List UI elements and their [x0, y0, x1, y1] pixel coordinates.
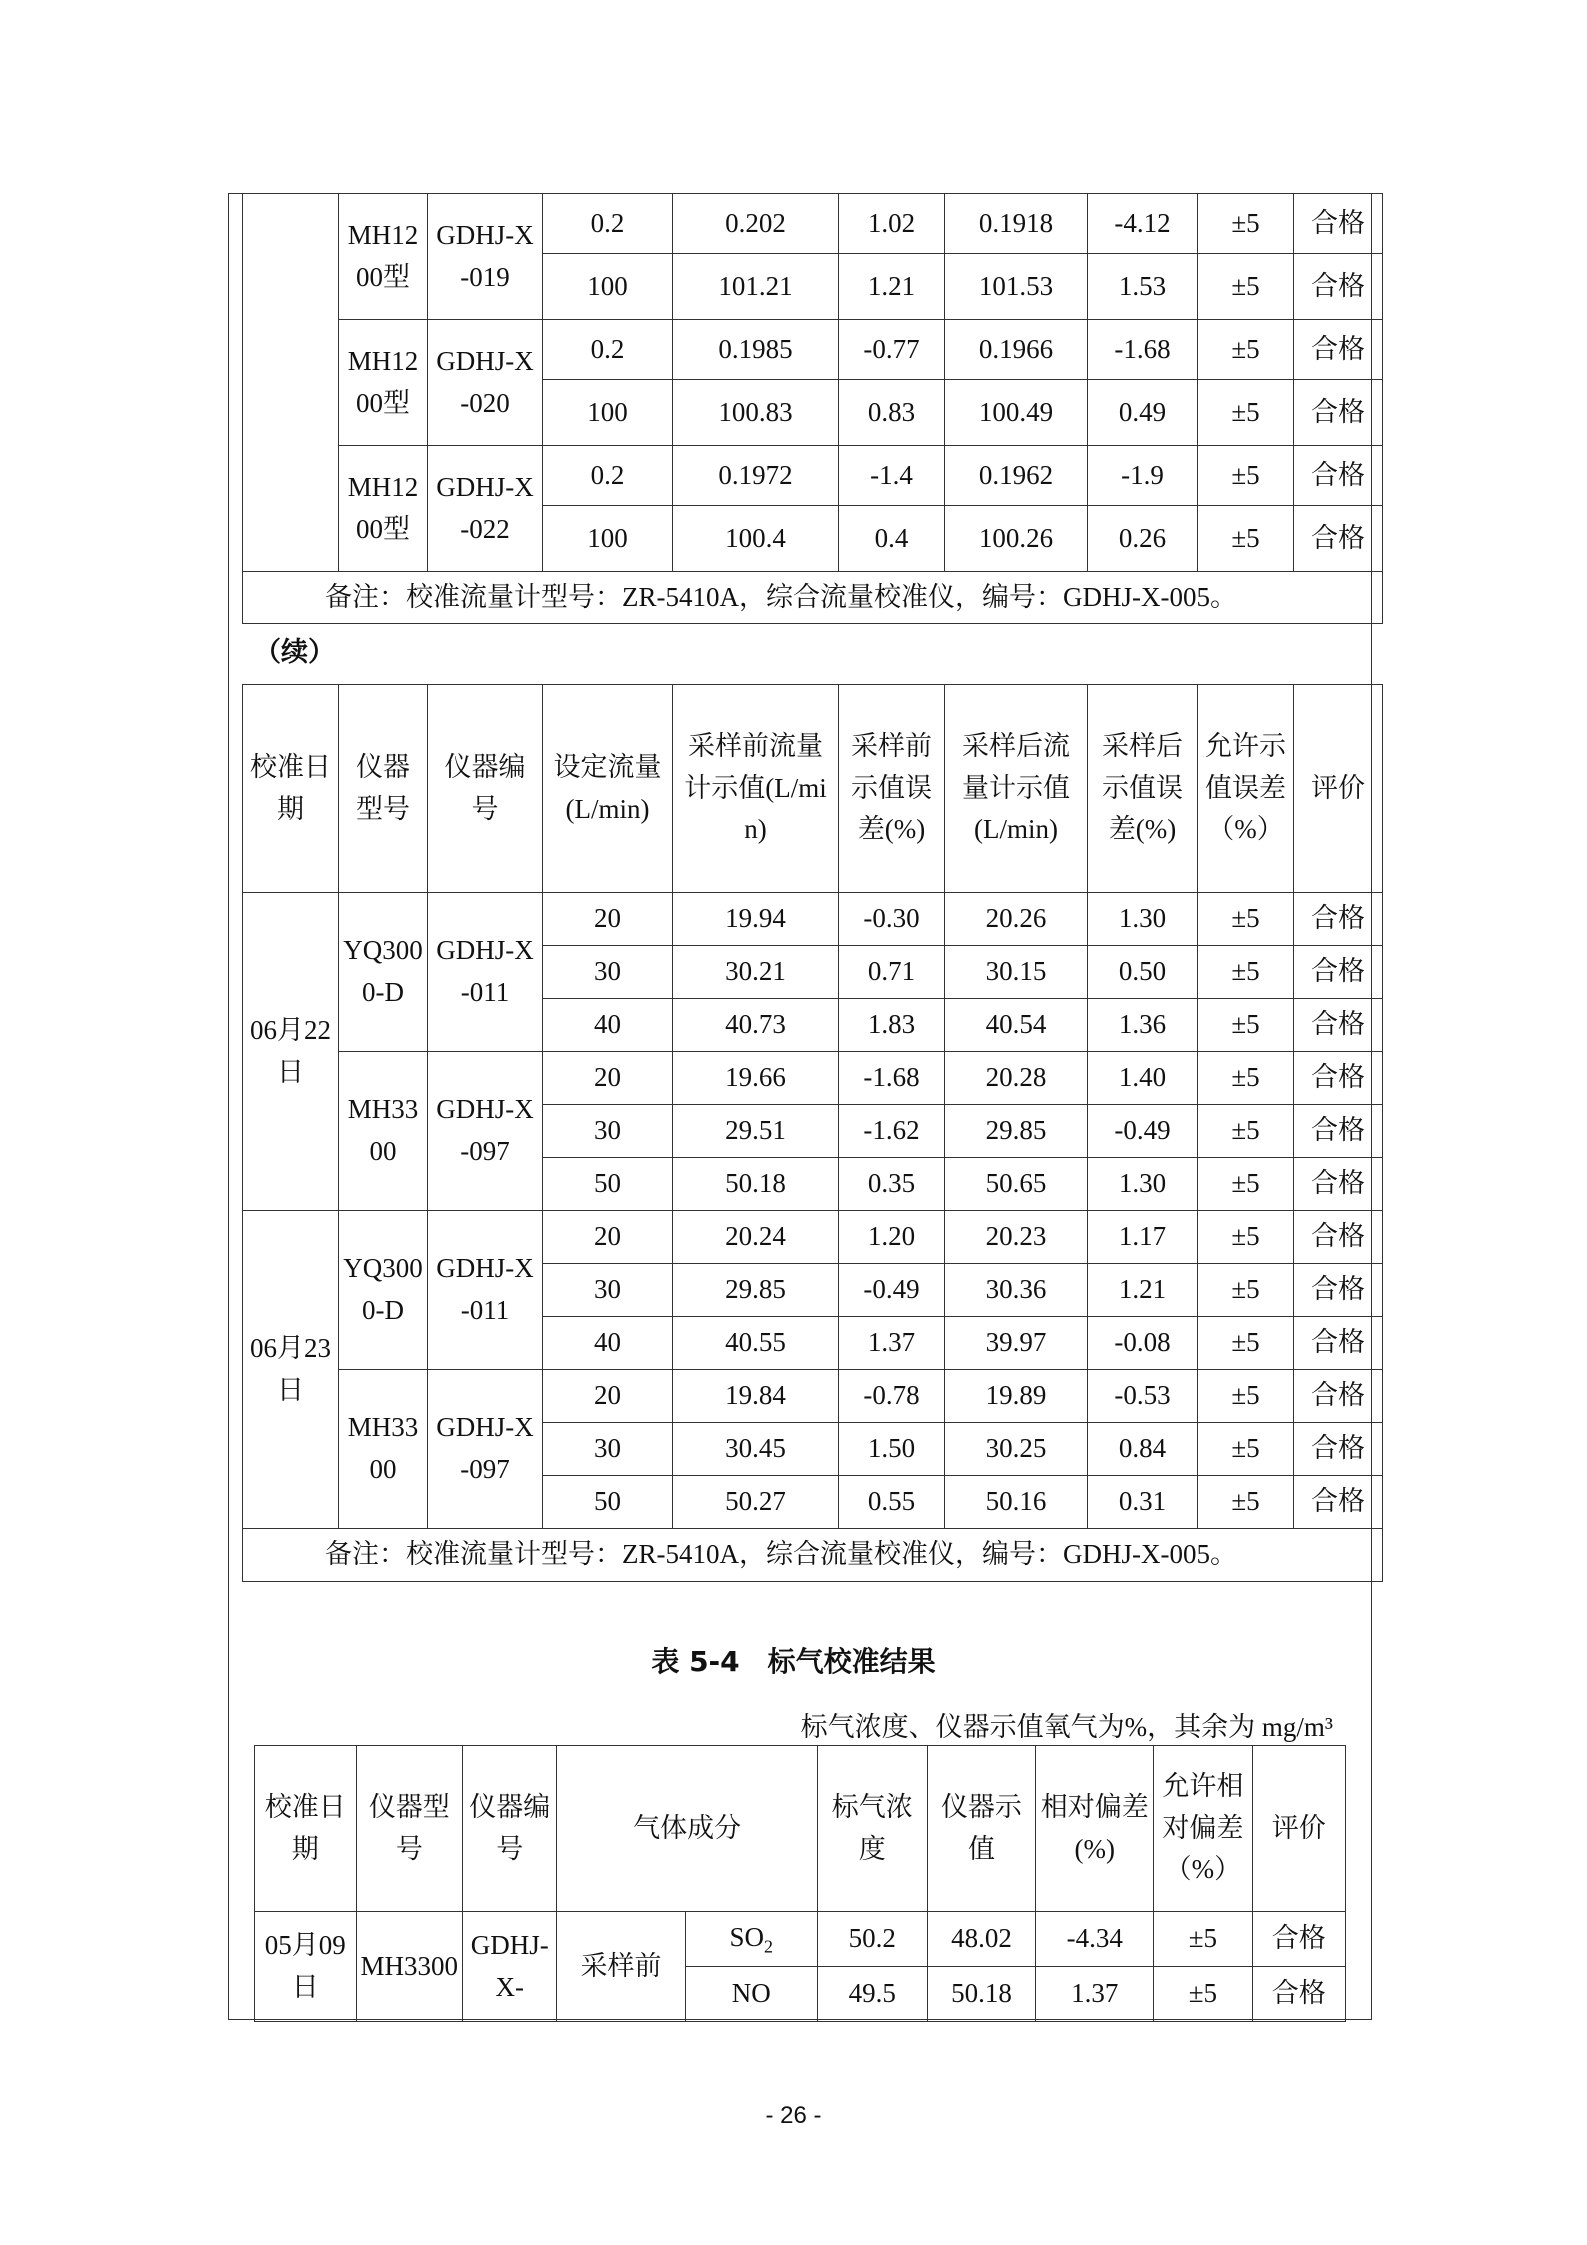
data-cell: ±5 — [1198, 1476, 1294, 1529]
data-cell: 0.49 — [1088, 380, 1198, 446]
data-cell: ±5 — [1198, 506, 1294, 572]
data-cell: 0.1972 — [673, 446, 839, 506]
data-cell: 合格 — [1294, 380, 1383, 446]
data-cell: 100.83 — [673, 380, 839, 446]
data-cell: 39.97 — [945, 1317, 1088, 1370]
data-cell: 50 — [543, 1476, 673, 1529]
data-cell: 0.2 — [543, 320, 673, 380]
table-row — [243, 446, 1383, 506]
data-cell: -1.68 — [839, 1052, 945, 1105]
gas-component — [685, 1912, 817, 1967]
table-row — [243, 1370, 1383, 1423]
data-cell: 0.26 — [1088, 506, 1198, 572]
data-cell: ±5 — [1198, 1211, 1294, 1264]
table-row — [243, 320, 1383, 380]
data-cell: 1.36 — [1088, 999, 1198, 1052]
data-cell: 0.2 — [543, 446, 673, 506]
data-cell: 40 — [543, 1317, 673, 1370]
data-cell: ±5 — [1198, 446, 1294, 506]
data-cell: 20.24 — [673, 1211, 839, 1264]
data-cell: 合格 — [1294, 1052, 1383, 1105]
sampling-phase: 采样前 — [557, 1912, 685, 2022]
column-header: 气体成分 — [557, 1746, 817, 1912]
data-cell: 合格 — [1294, 999, 1383, 1052]
data-cell: 30.15 — [945, 946, 1088, 999]
data-cell: 0.2 — [543, 194, 673, 254]
data-cell: 0.1966 — [945, 320, 1088, 380]
data-cell: 50.18 — [927, 1967, 1036, 2022]
data-cell: 19.89 — [945, 1370, 1088, 1423]
data-cell: 合格 — [1294, 1158, 1383, 1211]
calibration-date: 05月09日 — [255, 1912, 357, 2022]
data-cell: 合格 — [1294, 320, 1383, 380]
instrument-id: GDHJ-X-022 — [428, 446, 543, 572]
data-cell: 101.53 — [945, 254, 1088, 320]
data-cell: 1.17 — [1088, 1211, 1198, 1264]
data-cell: -0.53 — [1088, 1370, 1198, 1423]
data-cell: ±5 — [1198, 1423, 1294, 1476]
table-row — [243, 1211, 1383, 1264]
data-cell: -0.08 — [1088, 1317, 1198, 1370]
column-header: 允许相对偏差（%） — [1154, 1746, 1252, 1912]
instrument-model: MH1200型 — [339, 446, 428, 572]
column-header: 采样前流量计示值(L/min) — [673, 685, 839, 893]
data-cell: 合格 — [1294, 1370, 1383, 1423]
data-cell: 合格 — [1294, 194, 1383, 254]
data-cell: -0.30 — [839, 893, 945, 946]
data-cell: 1.37 — [1036, 1967, 1154, 2022]
data-cell: 0.31 — [1088, 1476, 1198, 1529]
instrument-model: MH3300 — [339, 1370, 428, 1529]
data-cell: -1.68 — [1088, 320, 1198, 380]
instrument-id: GDHJ-X-011 — [428, 893, 543, 1052]
data-cell: -0.49 — [1088, 1105, 1198, 1158]
data-cell: 0.1985 — [673, 320, 839, 380]
gas-name: SO — [729, 1921, 765, 1952]
data-cell: 30 — [543, 946, 673, 999]
table-note: 备注：校准流量计型号：ZR-5410A，综合流量校准仪，编号：GDHJ-X-005。 — [243, 1529, 1383, 1582]
instrument-model: MH3300 — [339, 1052, 428, 1211]
data-cell: 1.40 — [1088, 1052, 1198, 1105]
data-cell: 49.5 — [817, 1967, 927, 2022]
flow-calibration-table-part2 — [242, 684, 1383, 1582]
instrument-model: YQ3000-D — [339, 1211, 428, 1370]
data-cell: 1.21 — [839, 254, 945, 320]
data-cell: 30 — [543, 1105, 673, 1158]
data-cell: -1.62 — [839, 1105, 945, 1158]
data-cell: 合格 — [1294, 1423, 1383, 1476]
gas-subscript: 2 — [764, 1936, 774, 1957]
data-cell: 100 — [543, 380, 673, 446]
data-cell: 0.35 — [839, 1158, 945, 1211]
data-cell: ±5 — [1198, 1264, 1294, 1317]
data-cell: 30.21 — [673, 946, 839, 999]
data-cell: 20.28 — [945, 1052, 1088, 1105]
data-cell: 100 — [543, 506, 673, 572]
data-cell: ±5 — [1198, 1105, 1294, 1158]
data-cell: 0.4 — [839, 506, 945, 572]
data-cell: 40.55 — [673, 1317, 839, 1370]
flow-calibration-table-part1 — [242, 193, 1383, 624]
gas-name: NO — [731, 1978, 771, 2009]
data-cell: 50.2 — [817, 1912, 927, 1967]
data-cell: ±5 — [1198, 946, 1294, 999]
data-cell: -1.9 — [1088, 446, 1198, 506]
data-cell: 1.02 — [839, 194, 945, 254]
data-cell: 30.36 — [945, 1264, 1088, 1317]
data-cell: 1.37 — [839, 1317, 945, 1370]
column-header: 采样后示值误差(%) — [1088, 685, 1198, 893]
data-cell: ±5 — [1154, 1967, 1252, 2022]
data-cell: ±5 — [1198, 999, 1294, 1052]
instrument-id: GDHJ-X-011 — [428, 1211, 543, 1370]
table-row — [243, 1052, 1383, 1105]
instrument-id: GDHJ-X-097 — [428, 1052, 543, 1211]
data-cell: 合格 — [1294, 1476, 1383, 1529]
column-header: 评价 — [1252, 1746, 1345, 1912]
data-cell: 19.84 — [673, 1370, 839, 1423]
data-cell: 50.27 — [673, 1476, 839, 1529]
data-cell: 100.49 — [945, 380, 1088, 446]
data-cell: 合格 — [1252, 1912, 1345, 1967]
data-cell: 29.85 — [945, 1105, 1088, 1158]
data-cell: 合格 — [1294, 254, 1383, 320]
column-header: 评价 — [1294, 685, 1383, 893]
data-cell: ±5 — [1198, 380, 1294, 446]
data-cell: 20 — [543, 1370, 673, 1423]
data-cell: 0.83 — [839, 380, 945, 446]
column-header: 相对偏差(%) — [1036, 1746, 1154, 1912]
data-cell: -1.4 — [839, 446, 945, 506]
data-cell: 0.71 — [839, 946, 945, 999]
data-cell: 1.53 — [1088, 254, 1198, 320]
column-header: 采样前示值误差(%) — [839, 685, 945, 893]
column-header: 仪器编号 — [463, 1746, 557, 1912]
instrument-id: GDHJ-X-019 — [428, 194, 543, 320]
data-cell: 29.85 — [673, 1264, 839, 1317]
data-cell: 合格 — [1294, 1105, 1383, 1158]
data-cell: 0.1918 — [945, 194, 1088, 254]
data-cell: 20 — [543, 893, 673, 946]
data-cell: 0.55 — [839, 1476, 945, 1529]
column-header: 仪器型号 — [356, 1746, 463, 1912]
data-cell: 30 — [543, 1264, 673, 1317]
column-header: 校准日期 — [243, 685, 339, 893]
continued-label: （续） — [254, 637, 335, 667]
data-cell: -4.34 — [1036, 1912, 1154, 1967]
data-cell: 100 — [543, 254, 673, 320]
data-cell: 0.84 — [1088, 1423, 1198, 1476]
column-header: 校准日期 — [255, 1746, 357, 1912]
data-cell: 1.20 — [839, 1211, 945, 1264]
data-cell: 50 — [543, 1158, 673, 1211]
page-number: - 26 - — [765, 2102, 822, 2129]
data-cell: 1.50 — [839, 1423, 945, 1476]
data-cell: 0.1962 — [945, 446, 1088, 506]
data-cell: 0.50 — [1088, 946, 1198, 999]
data-cell: 19.66 — [673, 1052, 839, 1105]
data-cell: 101.21 — [673, 254, 839, 320]
instrument-model: YQ3000-D — [339, 893, 428, 1052]
instrument-id: GDHJ-X-097 — [428, 1370, 543, 1529]
data-cell: ±5 — [1198, 893, 1294, 946]
data-cell: ±5 — [1198, 194, 1294, 254]
data-cell: 合格 — [1294, 1211, 1383, 1264]
date-cell-empty — [243, 194, 339, 572]
data-cell: 合格 — [1294, 893, 1383, 946]
data-cell: 29.51 — [673, 1105, 839, 1158]
column-header: 允许示值误差（%） — [1198, 685, 1294, 893]
data-cell: 0.202 — [673, 194, 839, 254]
data-cell: 1.30 — [1088, 893, 1198, 946]
data-cell: ±5 — [1198, 1317, 1294, 1370]
data-cell: 20 — [543, 1211, 673, 1264]
data-cell: ±5 — [1154, 1912, 1252, 1967]
data-cell: 合格 — [1294, 946, 1383, 999]
instrument-id: GDHJ-X- — [463, 1912, 557, 2022]
data-cell: 100.26 — [945, 506, 1088, 572]
data-cell: 48.02 — [927, 1912, 1036, 1967]
data-cell: 合格 — [1294, 506, 1383, 572]
data-cell: -0.78 — [839, 1370, 945, 1423]
gas-component — [685, 1967, 817, 2022]
data-cell: 20 — [543, 1052, 673, 1105]
data-cell: 40.73 — [673, 999, 839, 1052]
calibration-date: 06月23日 — [243, 1211, 339, 1529]
data-cell: 40 — [543, 999, 673, 1052]
data-cell: 50.18 — [673, 1158, 839, 1211]
data-cell: ±5 — [1198, 1052, 1294, 1105]
data-cell: -0.49 — [839, 1264, 945, 1317]
data-cell: 20.23 — [945, 1211, 1088, 1264]
column-header: 仪器编号 — [428, 685, 543, 893]
table-note: 备注：校准流量计型号：ZR-5410A，综合流量校准仪，编号：GDHJ-X-005。 — [243, 572, 1383, 624]
table-row — [243, 893, 1383, 946]
data-cell: 40.54 — [945, 999, 1088, 1052]
data-cell: ±5 — [1198, 1158, 1294, 1211]
data-cell: 50.16 — [945, 1476, 1088, 1529]
table-row — [243, 194, 1383, 254]
data-cell: 合格 — [1294, 1264, 1383, 1317]
data-cell: 1.21 — [1088, 1264, 1198, 1317]
data-cell: 合格 — [1294, 446, 1383, 506]
data-cell: -4.12 — [1088, 194, 1198, 254]
data-cell: 19.94 — [673, 893, 839, 946]
column-header: 标气浓度 — [817, 1746, 927, 1912]
table-5-4-title: 表 5-4 标气校准结果 — [651, 1645, 936, 1678]
table-5-4-unit-note: 标气浓度、仪器示值氧气为%，其余为 mg/m³ — [800, 1712, 1333, 1742]
data-cell: 50.65 — [945, 1158, 1088, 1211]
data-cell: 合格 — [1252, 1967, 1345, 2022]
column-header: 仪器示值 — [927, 1746, 1036, 1912]
column-header: 采样后流量计示值(L/min) — [945, 685, 1088, 893]
instrument-model: MH1200型 — [339, 320, 428, 446]
column-header: 仪器型号 — [339, 685, 428, 893]
data-cell: 20.26 — [945, 893, 1088, 946]
data-cell: 100.4 — [673, 506, 839, 572]
data-cell: ±5 — [1198, 254, 1294, 320]
calibration-date: 06月22日 — [243, 893, 339, 1211]
data-cell: 30.45 — [673, 1423, 839, 1476]
data-cell: 30 — [543, 1423, 673, 1476]
data-cell: ±5 — [1198, 1370, 1294, 1423]
table-row — [255, 1912, 1346, 1967]
instrument-id: GDHJ-X-020 — [428, 320, 543, 446]
standard-gas-calibration-table — [254, 1745, 1346, 2022]
data-cell: 合格 — [1294, 1317, 1383, 1370]
instrument-model: MH3300 — [356, 1912, 463, 2022]
data-cell: ±5 — [1198, 320, 1294, 380]
instrument-model: MH1200型 — [339, 194, 428, 320]
data-cell: 1.83 — [839, 999, 945, 1052]
data-cell: 30.25 — [945, 1423, 1088, 1476]
data-cell: 1.30 — [1088, 1158, 1198, 1211]
data-cell: -0.77 — [839, 320, 945, 380]
column-header: 设定流量(L/min) — [543, 685, 673, 893]
